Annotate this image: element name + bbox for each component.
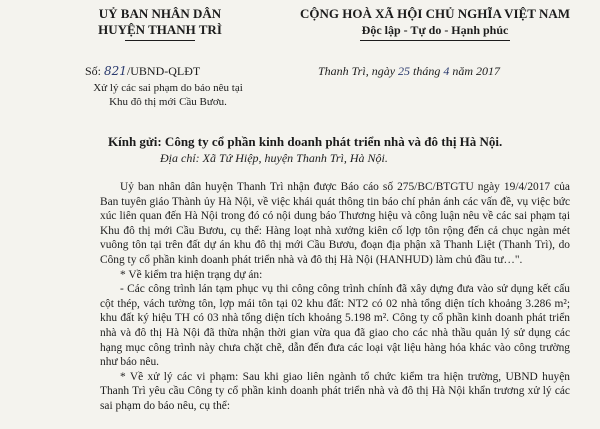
date-month-handwritten: 4 xyxy=(443,64,450,78)
issuer-line-2: HUYỆN THANH TRÌ xyxy=(98,22,222,37)
national-title: CỘNG HOÀ XÃ HỘI CHỦ NGHĨA VIỆT NAM xyxy=(299,6,571,21)
subject-line-1: Xử lý các sai phạm do báo nêu tại xyxy=(93,82,243,94)
date-day-handwritten: 25 xyxy=(398,64,411,78)
recipient-address: Địa chỉ: Xã Tứ Hiệp, huyện Thanh Trì, Hà Nội. xyxy=(160,151,388,165)
national-motto: Độc lập - Tự do - Hạnh phúc xyxy=(361,23,509,37)
body-paragraph-3: - Các công trình lán tạm phục vụ thi công công trình chính đã xây dựng đưa vào sử dụng kết cấu cột thép, vách tường tôn, lợp mái tôn tại 02 khu đất: NT2 có 02 nhà tổng diện tích khoảng 3.286 m²; khu đất ký hiệu TH có 03 nhà tổng diện tích khoảng 5.198 m². Công ty cổ phần kinh doanh phát triển nhà và đô thị Hà Nội đã thừa nhận thời gian vừa qua đã giao cho các nhà thầu quản lý sử dụng các hạng mục công trình này chưa chặt chẽ, dẫn đến đưa các loại vật liệu hàng hóa khác vào công trường như báo nêu. xyxy=(100,283,570,369)
doc-number-handwritten: 821 xyxy=(104,64,127,78)
issuer-header xyxy=(60,6,260,41)
date-suffix: năm 2017 xyxy=(452,64,501,78)
body-paragraph-4: * Về xử lý các vi phạm: Sau khi giao liên ngành tổ chức kiểm tra hiện trường, UBND huyện Thanh Trì yêu cầu Công ty cổ phần kinh doanh phát triển nhà và đô thị Hà Nội khẩn trương xử lý các sai phạm do báo nêu, cụ thể: xyxy=(100,370,570,412)
date-line xyxy=(318,64,500,79)
doc-number-prefix: Số: xyxy=(85,64,102,78)
issuer-underline xyxy=(125,40,195,41)
body-paragraph-2: * Về kiểm tra hiện trạng dự án: xyxy=(120,268,263,281)
letter-body xyxy=(100,180,570,414)
doc-number-suffix: /UBND-QLĐT xyxy=(126,64,201,78)
motto-underline xyxy=(360,40,510,41)
date-prefix: Thanh Trì, ngày xyxy=(318,64,396,78)
document-number xyxy=(85,64,200,79)
date-mid: tháng xyxy=(413,64,441,78)
national-header xyxy=(285,6,585,41)
document-subject xyxy=(78,81,258,109)
body-paragraph-1: Uỷ ban nhân dân huyện Thanh Trì nhận được Báo cáo số 275/BC/BTGTU ngày 19/4/2017 của Ban tuyên giáo Thành ủy Hà Nội, về việc khái quát thông tin báo chí phản ánh các vấn đề, vụ việc bức xúc liên quan đến Hà Nội trong đó có nội dung báo Thương hiệu và công luận nêu về các sai phạm tại Khu đô thị mới Cầu Bươu, cụ thể: Hàng loạt nhà xưởng kiên cố lợp tôn rộng đến cả chục ngàn mét vuông tôn tại trên đất dự án khu đô thị mới Cầu Bươu, đoạn địa phận xã Thanh Liệt (Thanh Trì), do Công ty cổ phần kinh doanh phát triển nhà và đô thị Hà Nội (HANHUD) làm chủ đầu tư…". xyxy=(100,181,570,266)
issuer-line-1: UỶ BAN NHÂN DÂN xyxy=(98,6,222,21)
recipient-greeting: Kính gửi: Công ty cổ phần kinh doanh phát triển nhà và đô thị Hà Nội. xyxy=(108,134,503,149)
subject-line-2: Khu đô thị mới Cầu Bươu. xyxy=(109,96,227,108)
